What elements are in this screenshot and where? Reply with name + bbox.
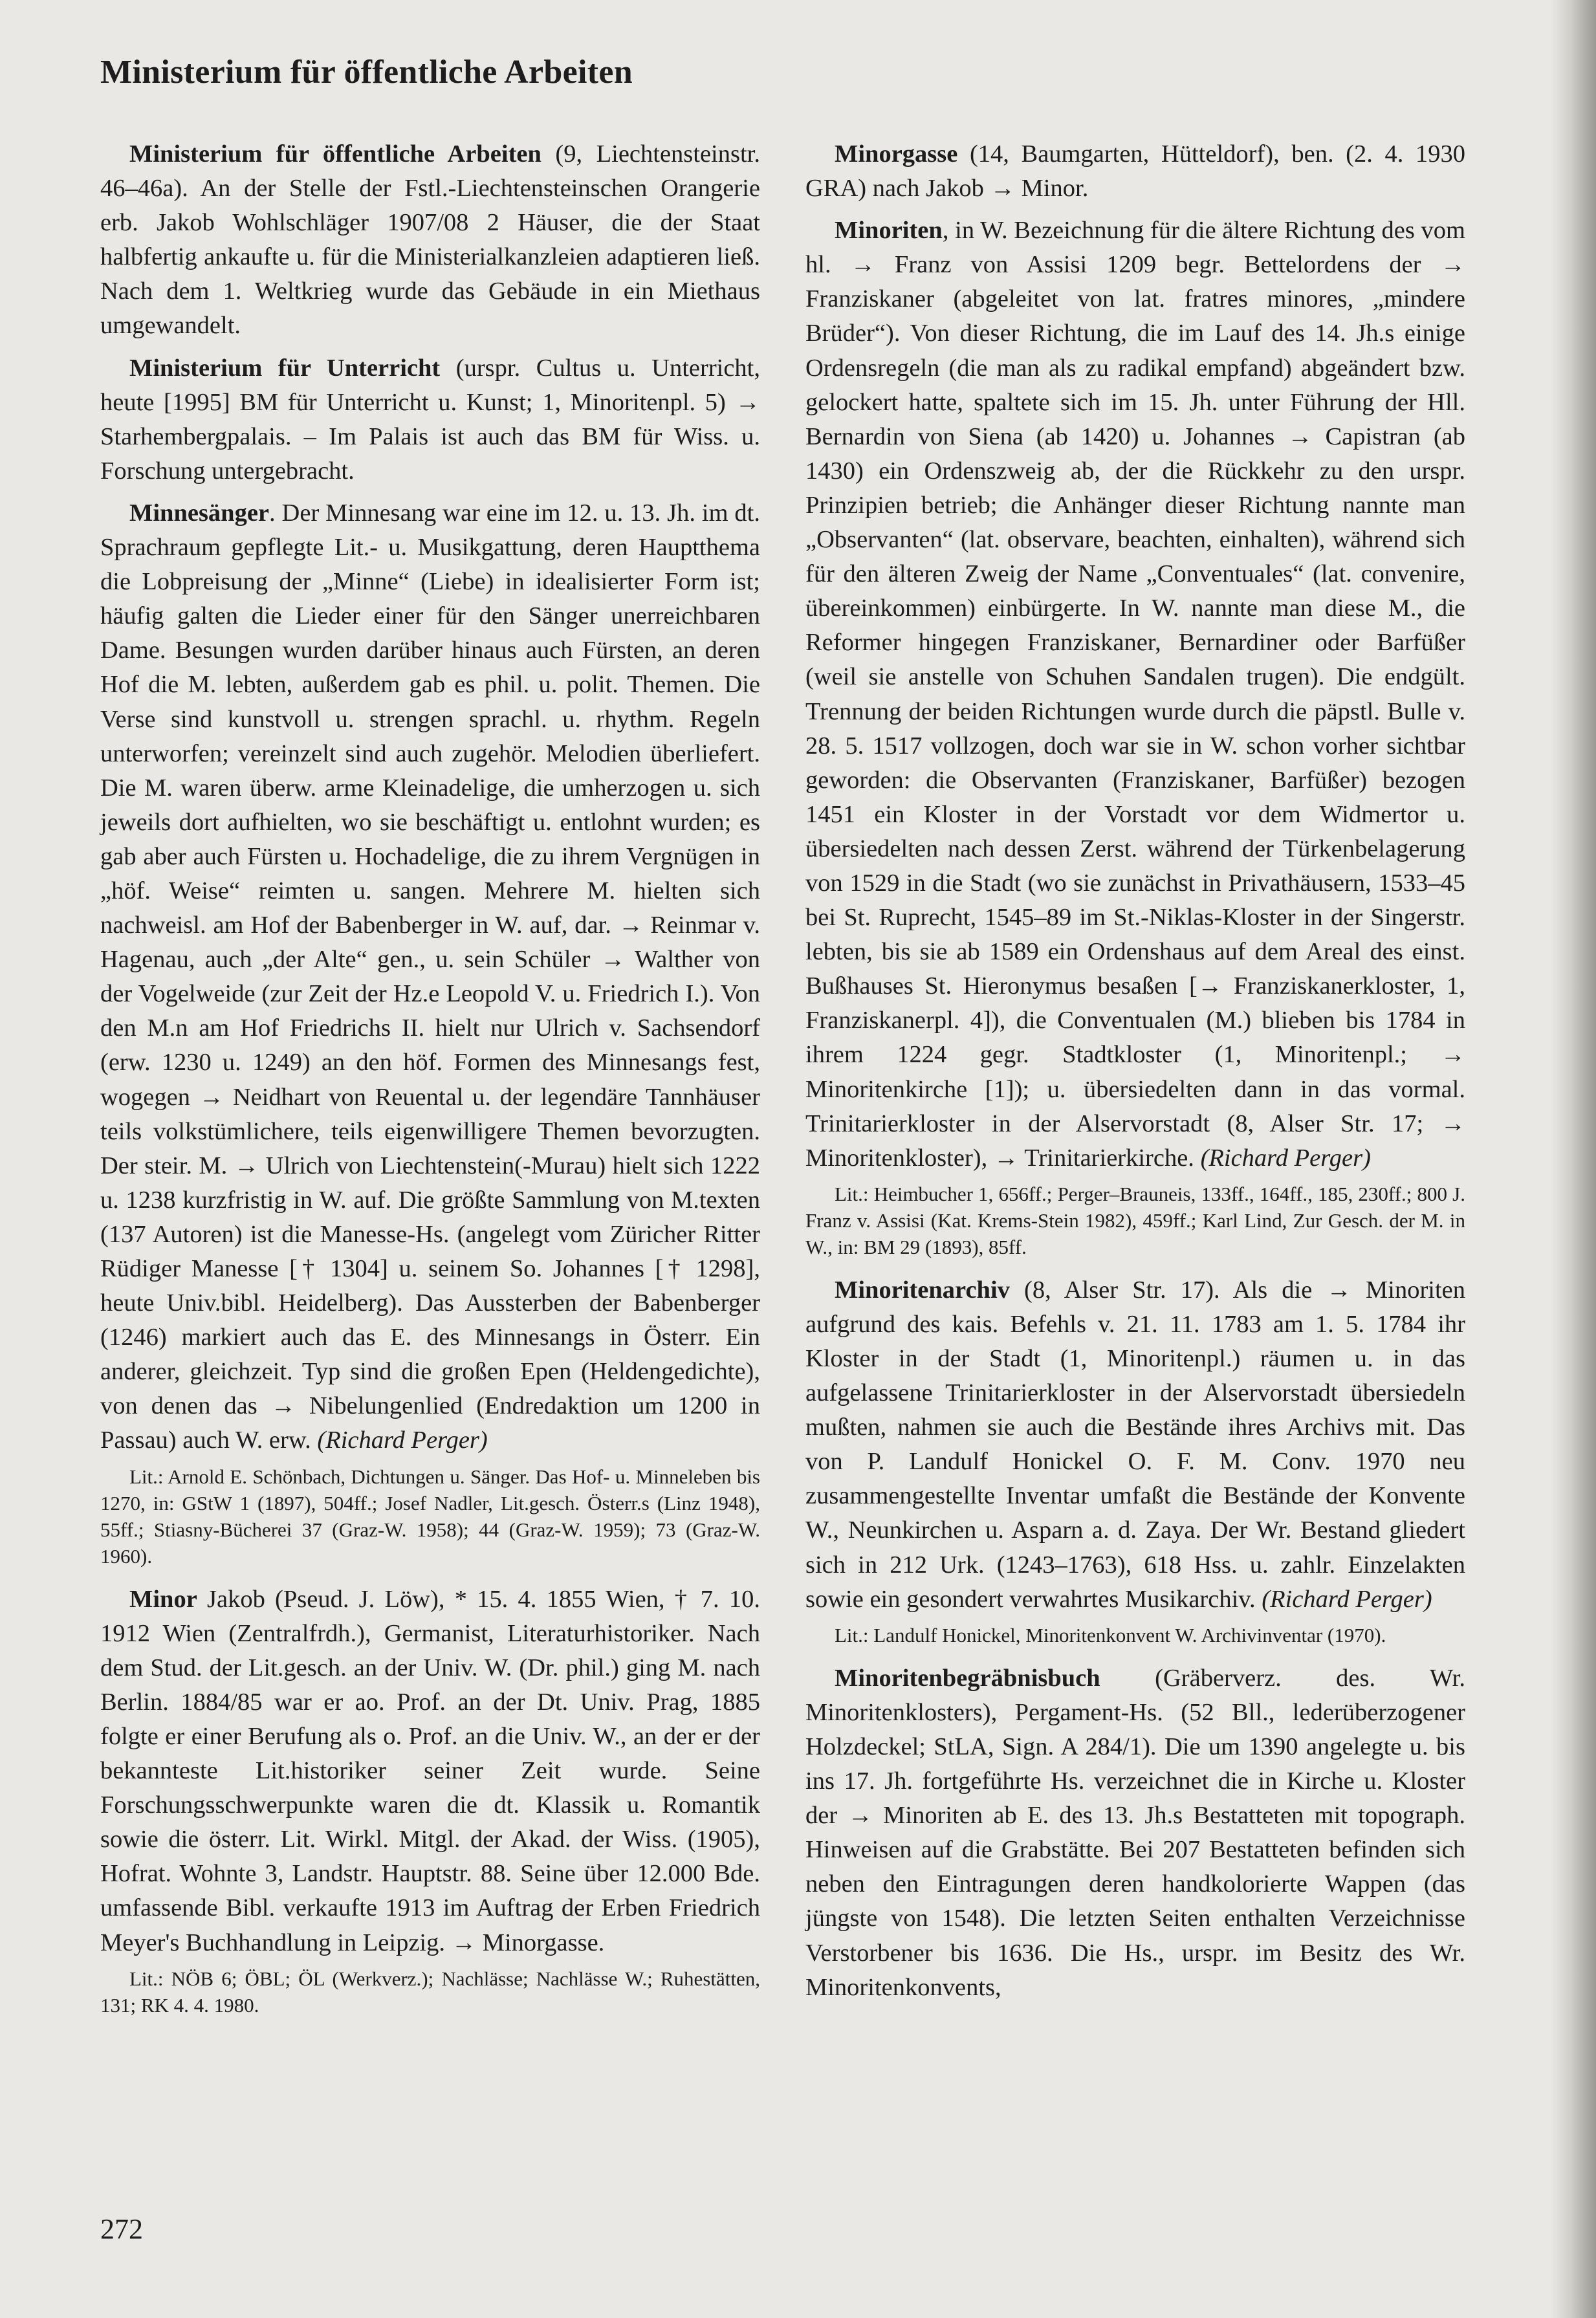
literature-minoritenarchiv: Lit.: Landulf Honickel, Minoritenkonvent W. Archivinventar (1970). [835, 1623, 1386, 1646]
literature-minor: Lit.: NÖB 6; ÖBL; ÖL (Werkverz.); Nachlässe; Nachlässe W.; Ruhestätten, 131; RK 4. 4. 1980. [100, 1967, 760, 2017]
book-spine-shadow [1551, 0, 1596, 2318]
entry-text: (9, Liechtensteinstr. 46–46a). An der Stelle der Fstl.-Liechtensteinschen Orangerie erb. Jakob Wohlschläger 1907/08 2 Häuser, die der Staat halbfertig ankaufte u. für die Ministerialkanzleien adaptieren ließ. Nach dem 1. Weltkrieg wurde das Gebäude in ein Miethaus umgewandelt. [100, 140, 760, 340]
entry-text: (8, Alser Str. 17). Als die → Minoriten aufgrund des kais. Befehls v. 21. 11. 1783 am 1. 5. 1784 ihr Kloster in der Stadt (1, Minoritenpl.) räumen u. in das aufgelassene Trinitarierkloster in der Alservorstadt übersiedeln mußten, nahmen sie auch die Bestände ihres Archivs mit. Das von P. Landulf Honickel O. F. M. Conv. 1970 neu zusammengestellte Inventar umfaßt die Bestände der Konvente W., Neunkirchen u. Asparn a. d. Zaya. Der Wr. Bestand gliedert sich in 212 Urk. (1243–1763), 618 Hss. u. zahlr. Einzelakten sowie ein gesondert verwahrtes Musikarchiv. [805, 1276, 1465, 1613]
lemma: Minorgasse [835, 140, 958, 168]
entry-minoriten [805, 213, 1465, 1175]
entry-minnesaenger [100, 496, 760, 1458]
left-column [100, 137, 760, 2031]
author: (Richard Perger) [1262, 1585, 1432, 1613]
page-number: 272 [100, 2213, 143, 2245]
entry-text: , in W. Bezeichnung für die ältere Richtung des vom hl. → Franz von Assisi 1209 begr. Bettelordens der → Franziskaner (abgeleitet von lat. fratres minores, „mindere Brüder“). Von dieser Richtung, die im Lauf des 14. Jh.s einige Ordensregeln (die man als zu radikal empfand) abgeändert bzw. gelockert hatte, spaltete sich im 15. Jh. unter Führung der Hll. Bernardin von Siena (ab 1420) u. Johannes → Capistran (ab 1430) ein Ordenszweig ab, der die Rückkehr zu den urspr. Prinzipien betrieb; die Anhänger dieser Richtung nannte man „Observanten“ (lat. observare, beachten, einhalten), während sich für den älteren Zweig der Name „Conventuales“ (lat. convenire, übereinkommen) einbürgerte. In W. nannte man diese M., die Reformer hingegen Franziskaner, Bernardiner oder Barfüßer (weil sie anstelle von Schuhen Sandalen trugen). Die endgült. Trennung der beiden Richtungen wurde durch die päpstl. Bulle v. 28. 5. 1517 vollzogen, doch war sie in W. schon vorher sichtbar geworden: die Observanten (Franziskaner, Barfüßer) bezogen 1451 ein Kloster in der Vorstadt vor dem Widmertor u. übersiedelten nach dessen Zerst. während der Türkenbelagerung von 1529 in die Stadt (wo sie zunächst in Privathäusern, 1533–45 bei St. Ruprecht, 1545–89 im St.-Niklas-Kloster in der Singerstr. lebten, bis sie ab 1589 ein Ordenshaus auf dem Areal des einst. Bußhauses St. Hieronymus besaßen [→ Franziskanerkloster, 1, Franziskanerpl. 4]), die Conventualen (M.) blieben bis 1784 in ihrem 1224 gegr. Stadtkloster (1, Minoritenpl.; → Minoritenkirche [1]); u. übersiedelten dann in das vormal. Trinitarierkloster in der Alservorstadt (8, Alser Str. 17; → Minoritenkloster), → Trinitarierkirche. [805, 217, 1465, 1172]
author: (Richard Perger) [1200, 1144, 1371, 1172]
running-head: Ministerium für öffentliche Arbeiten [100, 54, 633, 91]
entry-text: (Gräberverz. des. Wr. Minoritenklosters), Pergament-Hs. (52 Bll., lederüberzogener Holzdeckel; StLA, Sign. A 284/1). Die um 1390 angelegte u. bis ins 17. Jh. fortgeführte Hs. verzeichnet die in Kirche u. Kloster der → Minoriten ab E. des 13. Jh.s Bestatteten mit topograph. Hinweisen auf die Grabstätte. Bei 207 Bestatteten befinden sich neben den Eintragungen deren handkolorierte Wappen (das jüngste von 1548). Die letzten Seiten enthalten Verzeichnisse Verstorbener bis 1636. Die Hs., urspr. im Besitz des Wr. Minoritenkonvents, [805, 1664, 1465, 2001]
entry-minoritenarchiv [805, 1273, 1465, 1617]
entry-minoritenbegraebnisbuch [805, 1661, 1465, 2005]
right-column [805, 137, 1465, 2013]
lemma: Ministerium für Unterricht [129, 354, 441, 382]
entry-ministerium-unterricht [100, 351, 760, 488]
entry-text: (urspr. Cultus u. Unterricht, heute [1995] BM für Unterricht u. Kunst; 1, Minoritenpl. 5) → Starhembergpalais. – Im Palais ist auch das BM für Wiss. u. Forschung untergebracht. [100, 354, 760, 485]
lemma: Minnesänger [129, 499, 270, 527]
author: (Richard Perger) [317, 1427, 488, 1454]
literature-minoriten: Lit.: Heimbucher 1, 656ff.; Perger–Brauneis, 133ff., 164ff., 185, 230ff.; 800 J. Franz v. Assisi (Kat. Krems-Stein 1982), 459ff.; Karl Lind, Zur Gesch. der M. in W., in: BM 29 (1893), 85ff. [805, 1182, 1465, 1258]
lemma: Ministerium für öffentliche Arbeiten [129, 140, 541, 168]
entry-ministerium-oeffentliche-arbeiten [100, 137, 760, 344]
entry-text: (14, Baumgarten, Hütteldorf), ben. (2. 4. 1930 GRA) nach Jakob → Minor. [805, 140, 1465, 202]
lemma: Minoriten [835, 217, 943, 245]
entry-minor [100, 1582, 760, 1960]
entry-minorgasse [805, 137, 1465, 206]
lemma: Minoritenbegräbnisbuch [835, 1664, 1100, 1692]
entry-text: Jakob (Pseud. J. Löw), * 15. 4. 1855 Wien, † 7. 10. 1912 Wien (Zentralfrdh.), Germanist, Literaturhistoriker. Nach dem Stud. der Lit.gesch. an der Univ. W. (Dr. phil.) ging M. nach Berlin. 1884/85 war er ao. Prof. an der Dt. Univ. Prag, 1885 folgte er einer Berufung als o. Prof. an die Univ. W., an der er der bekannteste Lit.historiker seiner Zeit wurde. Seine Forschungsschwerpunkte waren die dt. Klassik u. Romantik sowie die österr. Lit. Wirkl. Mitgl. der Akad. der Wiss. (1905), Hofrat. Wohnte 3, Landstr. Hauptstr. 88. Seine über 12.000 Bde. umfassende Bibl. verkaufte 1913 im Auftrag der Erben Friedrich Meyer's Buchhandlung in Leipzig. → Minorgasse. [100, 1585, 760, 1956]
entry-text: . Der Minnesang war eine im 12. u. 13. Jh. im dt. Sprachraum gepflegte Lit.- u. Musikgattung, deren Hauptthema die Lobpreisung der „Minne“ (Liebe) in idealisierter Form ist; häufig galten die Lieder einer für den Sänger unerreichbaren Dame. Besungen wurden darüber hinaus auch Fürsten, an deren Hof die M. lebten, außerdem gab es phil. u. polit. Themen. Die Verse sind kunstvoll u. strengen sprachl. u. rhythm. Regeln unterworfen; vereinzelt sind auch zugehör. Melodien überliefert. Die M. waren überw. arme Kleinadelige, die umherzogen u. sich jeweils dort aufhielten, wo sie beschäftigt u. entlohnt wurden; es gab aber auch Fürsten u. Hochadelige, die zu ihrem Vergnügen in „höf. Weise“ reimten u. sangen. Mehrere M. hielten sich nachweisl. am Hof der Babenberger in W. auf, dar. → Reinmar v. Hagenau, auch „der Alte“ gen., u. sein Schüler → Walther von der Vogelweide (zur Zeit der Hz.e Leopold V. u. Friedrich I.). Von den M.n am Hof Friedrichs II. hielt nur Ulrich v. Sachsendorf (erw. 1230 u. 1249) an den höf. Formen des Minnesangs fest, wogegen → Neidhart von Reuental u. der legendäre Tannhäuser teils volkstümlichere, teils eigenwilligere Themen bevorzugten. Der steir. M. → Ulrich von Liechtenstein(-Murau) hielt sich 1222 u. 1238 kurzfristig in W. auf. Die größte Sammlung von M.texten (137 Autoren) ist die Manesse-Hs. (angelegt vom Züricher Ritter Rüdiger Manesse [† 1304] u. seinem So. Johannes [† 1298], heute Univ.bibl. Heidelberg). Das Aussterben der Babenberger (1246) markiert auch das E. des Minnesangs in Österr. Ein anderer, gleichzeit. Typ sind die großen Epen (Heldengedichte), von denen das → Nibelungenlied (Endredaktion um 1200 in Passau) auch W. erw. [100, 499, 760, 1454]
lemma: Minor [129, 1585, 197, 1613]
lemma: Minoritenarchiv [835, 1276, 1010, 1304]
literature-minnesaenger: Lit.: Arnold E. Schönbach, Dichtungen u. Sänger. Das Hof- u. Minneleben bis 1270, in: GStW 1 (1897), 504ff.; Josef Nadler, Lit.gesch. Österr.s (Linz 1948), 55ff.; Stiasny-Bücherei 37 (Graz-W. 1958); 44 (Graz-W. 1959); 73 (Graz-W. 1960). [100, 1465, 760, 1568]
